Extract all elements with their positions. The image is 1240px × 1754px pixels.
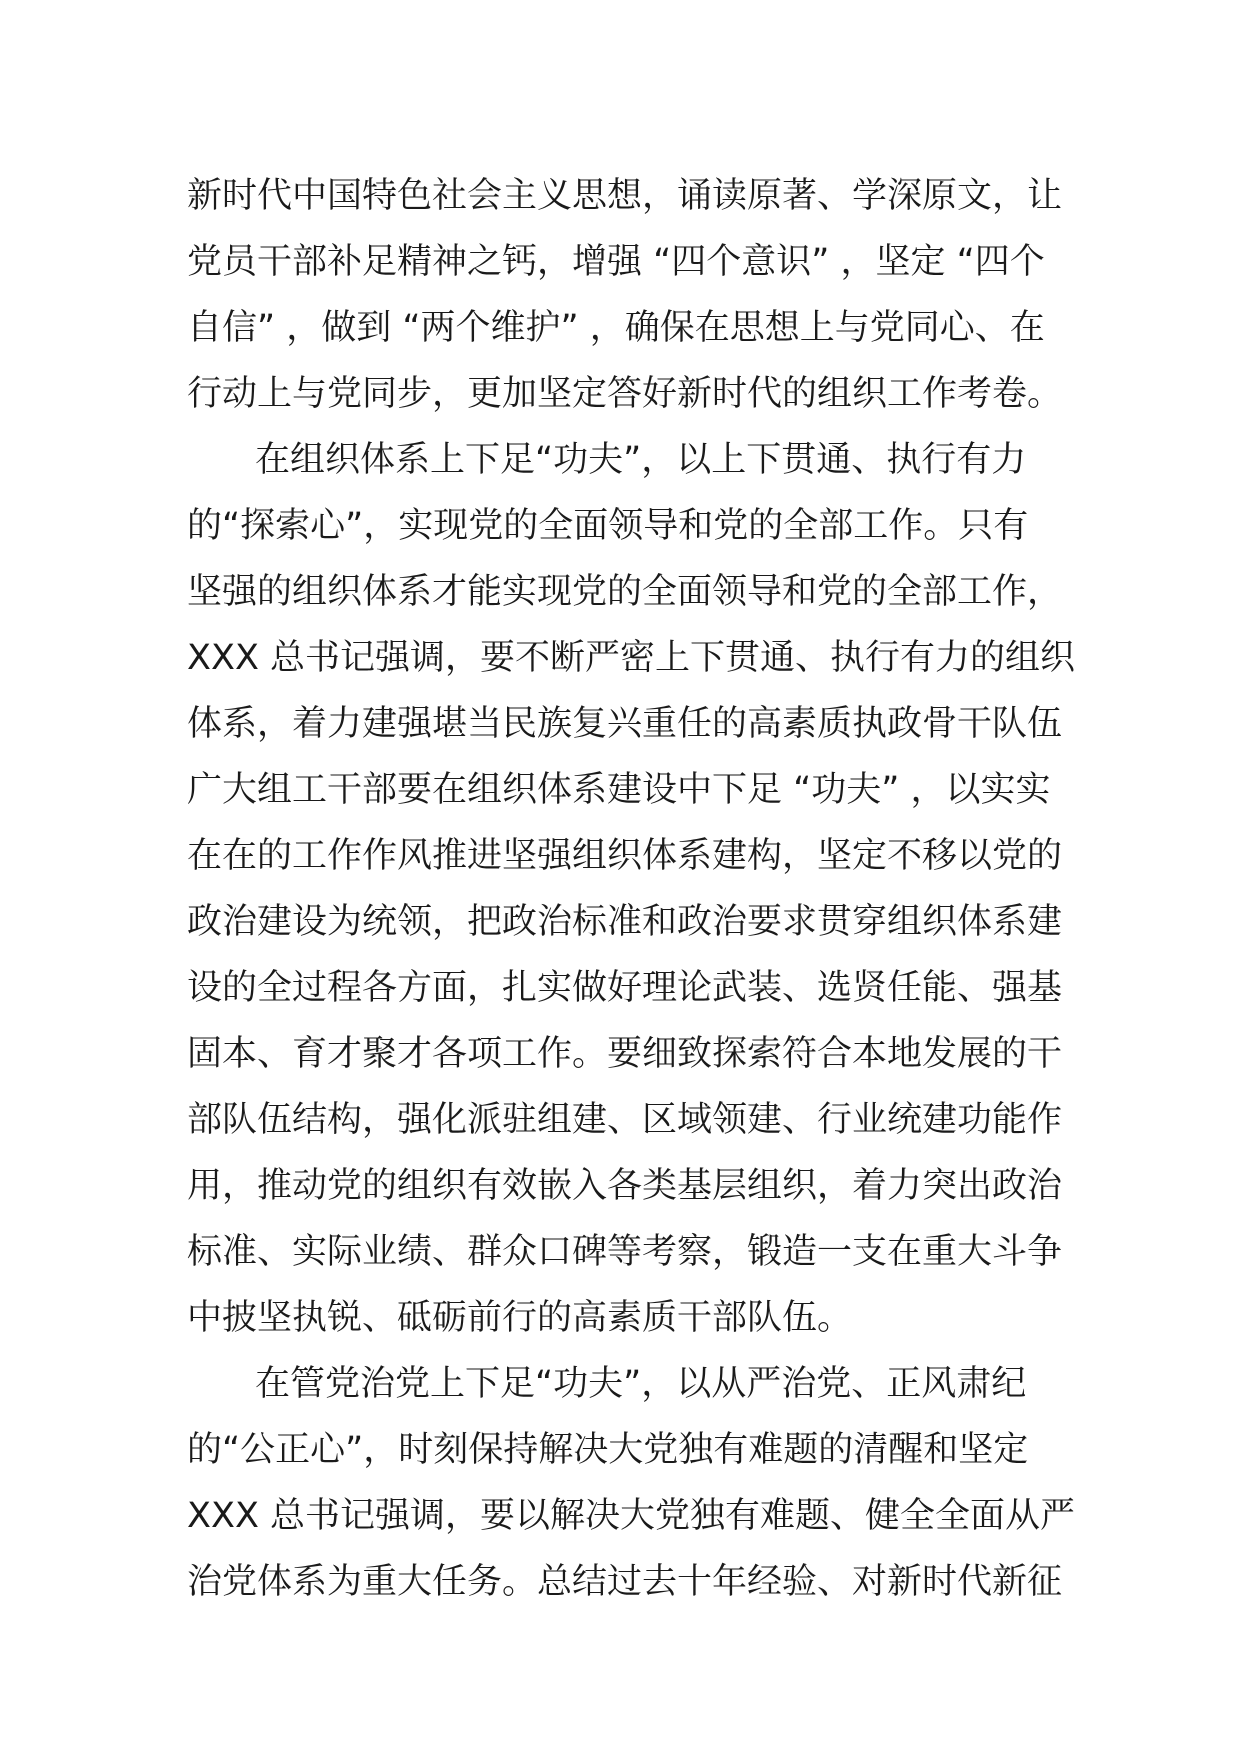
text-line: 广大组工干部要在组织体系建设中下足 “功夫” ，以实实 (187, 770, 1051, 810)
text-line: XXX 总书记强调，要以解决大党独有难题、健全全面从严 (187, 1496, 1076, 1536)
text-line: 行动上与党同步，更加坚定答好新时代的组织工作考卷。 (187, 374, 1063, 414)
text-line: 的“探索心”，实现党的全面领导和党的全部工作。只有 (187, 506, 1029, 546)
text-line: XXX 总书记强调，要不断严密上下贯通、执行有力的组织 (187, 638, 1076, 678)
text-line: 部队伍结构，强化派驻组建、区域领建、行业统建功能作 (187, 1100, 1063, 1140)
text-line: 在在的工作作风推进坚强组织体系建构，坚定不移以党的 (187, 836, 1063, 876)
text-line: 坚强的组织体系才能实现党的全面领导和党的全部工作， (187, 572, 1063, 612)
text-line: 政治建设为统领，把政治标准和政治要求贯穿组织体系建 (187, 902, 1063, 942)
text-line: 固本、育才聚才各项工作。要细致探索符合本地发展的干 (187, 1034, 1063, 1074)
text-line: 体系，着力建强堪当民族复兴重任的高素质执政骨干队伍 (187, 704, 1063, 744)
text-line: 新时代中国特色社会主义思想，诵读原著、学深原文，让 (187, 176, 1063, 216)
text-line: 用，推动党的组织有效嵌入各类基层组织，着力突出政治 (187, 1166, 1063, 1206)
body-text (187, 163, 1087, 1615)
text-line: 标准、实际业绩、群众口碑等考察，锻造一支在重大斗争 (187, 1232, 1063, 1272)
paragraph-start-line: 在管党治党上下足“功夫”，以从严治党、正风肃纪 (255, 1364, 1027, 1404)
paragraph-start-line: 在组织体系上下足“功夫”，以上下贯通、执行有力 (255, 440, 1027, 480)
text-line: 党员干部补足精神之钙，增强 “四个意识” ，坚定 “四个 (187, 242, 1045, 282)
text-line: 自信” ，做到 “两个维护” ，确保在思想上与党同心、在 (187, 308, 1045, 348)
text-line: 设的全过程各方面，扎实做好理论武装、选贤任能、强基 (187, 968, 1063, 1008)
text-line: 治党体系为重大任务。总结过去十年经验、对新时代新征 (187, 1562, 1063, 1602)
text-line: 的“公正心”，时刻保持解决大党独有难题的清醒和坚定 (187, 1430, 1029, 1470)
text-line: 中披坚执锐、砥砺前行的高素质干部队伍。 (187, 1298, 853, 1338)
